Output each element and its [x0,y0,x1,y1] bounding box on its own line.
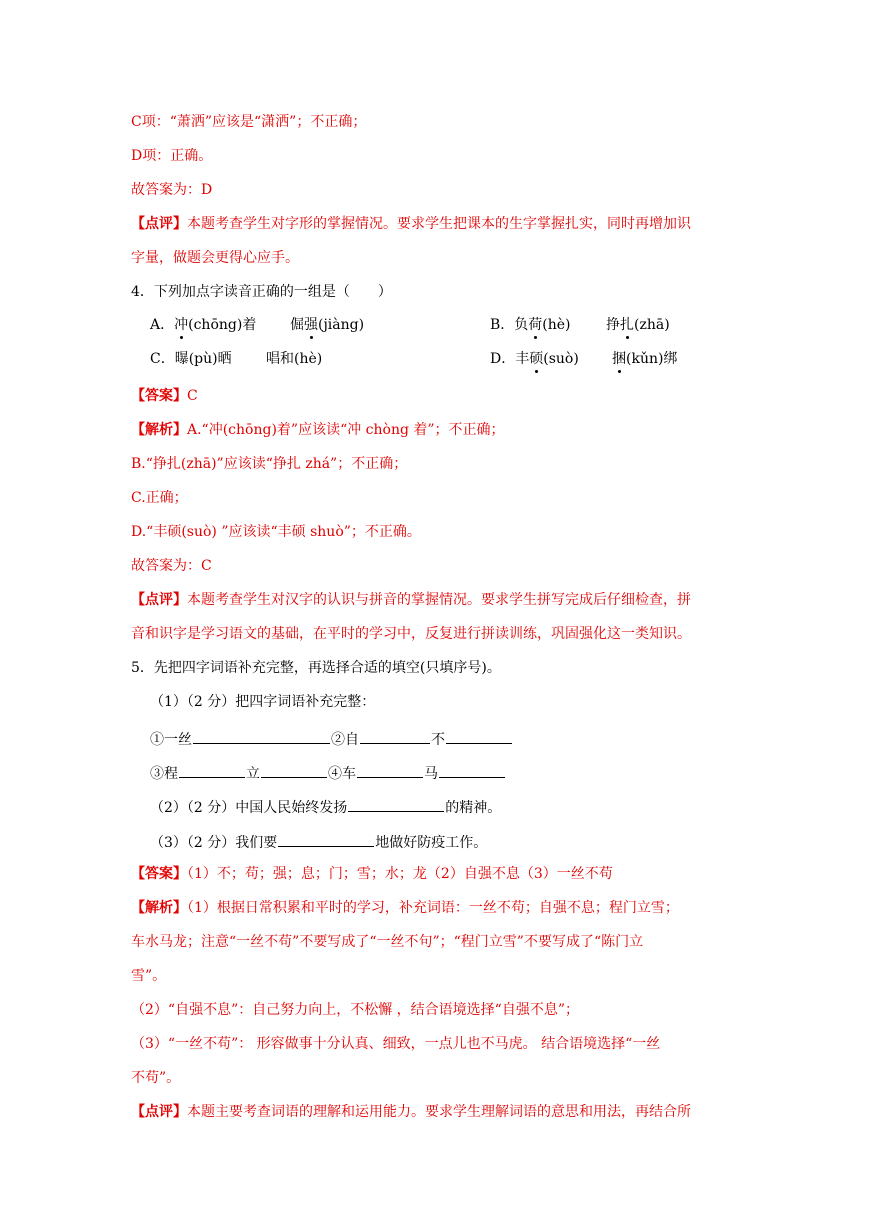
fill-blank[interactable] [348,795,444,812]
option-text: 倔 [290,317,304,333]
option-text: 挣 [606,317,620,333]
q5-sub1: （1）（2 分）把四字词语补充完整： [150,694,376,710]
item-2-label: ②自 [331,732,359,748]
analysis-text: A.“冲(chōng)着”应该读“冲 chòng 着”；不正确； [187,422,505,438]
answer-tag: 【答案】 [131,866,187,882]
sub2-text: （2）（2 分）中国人民始终发扬 [150,800,348,816]
option-text: (hè) [542,317,571,333]
fill-blank[interactable] [193,727,330,744]
q4-answer-line: 故答案为：C [131,558,212,574]
dotted-char: 硕 [529,351,544,367]
comment-tag: 【点评】 [131,592,187,608]
q5-comment-line-1 [131,1102,691,1122]
sub2-text-end: 的精神。 [445,800,502,816]
q5-analysis-6: 不苟”。 [131,1070,181,1086]
q4-option-d [490,349,579,369]
comment-text: 本题考查学生对汉字的认识与拼音的掌握情况。要求学生拼写完成后仔细检查，拼 [187,592,691,608]
q5-stem: 5．先把四字词语补充完整，再选择合适的填空(只填序号)。 [131,660,501,676]
q4-comment-line-2: 音和识字是学习语文的基础，在平时的学习中，反复进行拼读训练，巩固强化这一类知识。 [131,626,691,642]
option-text: (suò) [543,351,579,367]
prev-d-item: D项：正确。 [131,148,213,164]
option-label: D．丰 [490,351,530,367]
dotted-char: 扎 [620,317,634,333]
q5-analysis-4: （2）“自强不息”：自己努力向上，不松懈 ，结合语境选择“自强不息”； [131,1002,579,1018]
prev-comment-line-2: 字量，做题会更得心应手。 [131,250,299,266]
q4-option-d-word2 [612,349,677,369]
sub3-text: （3）（2 分）我们要 [150,835,278,851]
fill-blank[interactable] [439,761,505,778]
item-3-mid: 立 [246,766,260,782]
q5-analysis-1 [131,898,679,918]
dotted-char: 强 [304,317,318,333]
dotted-char: 荷 [528,317,543,333]
q4-stem: 4．下列加点字读音正确的一组是（ ） [131,284,392,300]
q5-sub3 [150,830,487,853]
q5-analysis-2: 车水马龙；注意“一丝不苟”不要写成了“一丝不句”；“程门立雪”不要写成了“陈门立 [131,934,644,950]
answer-tag: 【答案】 [131,388,187,404]
fill-blank[interactable] [261,761,327,778]
q5-analysis-5: （3）“一丝不苟”： 形容做事十分认真、细致，一点儿也不马虎。 结合语境选择“一丝 [131,1036,661,1052]
dotted-char: 捆 [612,351,626,367]
fill-blank[interactable] [446,727,512,744]
option-text: (chōng)着 [188,317,257,333]
comment-text: 本题主要考查词语的理解和运用能力。要求学生理解词语的意思和用法，再结合所 [187,1104,691,1120]
prev-c-item: C项：“萧洒”应该是“潇洒”；不正确； [131,114,367,130]
q4-answer [131,386,198,406]
option-text: (kǔn)绑 [626,351,678,367]
q4-option-b-word2 [606,315,670,335]
q4-option-a [150,315,256,335]
fill-blank[interactable] [179,761,245,778]
q5-items-row-1 [150,727,513,750]
item-2-mid: 不 [431,732,445,748]
sub3-text-end: 地做好防疫工作。 [375,835,488,851]
prev-comment-line-1 [131,214,691,234]
item-4-mid: 马 [424,766,438,782]
q4-analysis-a [131,420,505,440]
item-1-label: ①一丝 [150,732,192,748]
fill-blank[interactable] [278,830,374,847]
q5-sub2 [150,795,501,818]
q4-option-c: C．曝(pù)晒 [150,351,232,367]
q4-analysis-c: C.正确； [131,490,188,506]
q4-option-b [490,315,571,335]
q5-answer [131,864,613,884]
q5-items-row-2 [150,761,506,784]
comment-text: 本题考查学生对字形的掌握情况。要求学生把课本的生字掌握扎实，同时再增加识 [187,216,691,232]
q4-analysis-b: B.“挣扎(zhā)”应该读“挣扎 zhá”；不正确； [131,456,408,472]
prev-answer-line: 故答案为：D [131,182,213,198]
item-3-label: ③程 [150,766,178,782]
comment-tag: 【点评】 [131,216,187,232]
option-label: A． [150,317,175,333]
q4-comment-line-1 [131,590,691,610]
option-label: B．负 [490,317,529,333]
option-text: (zhā) [634,317,670,333]
q5-analysis-3: 雪”。 [131,968,167,984]
option-text: (jiàng) [318,317,365,333]
fill-blank[interactable] [357,761,423,778]
fill-blank[interactable] [360,727,430,744]
analysis-tag: 【解析】 [131,900,187,916]
q4-option-c-word2: 唱和(hè) [266,351,323,367]
analysis-text: （1）根据日常积累和平时的学习，补充词语：一丝不苟；自强不息；程门立雪； [187,900,679,916]
answer-text: C [187,388,198,404]
answer-text: （1）不；苟；强；息；门；雪；水；龙（2）自强不息（3）一丝不苟 [187,866,613,882]
dotted-char: 冲 [174,317,189,333]
item-4-label: ④车 [328,766,356,782]
comment-tag: 【点评】 [131,1104,187,1120]
q4-analysis-d: D.“丰硕(suò) ”应该读“丰硕 shuò”；不正确。 [131,524,421,540]
analysis-tag: 【解析】 [131,422,187,438]
q4-option-a-word2 [290,315,364,335]
